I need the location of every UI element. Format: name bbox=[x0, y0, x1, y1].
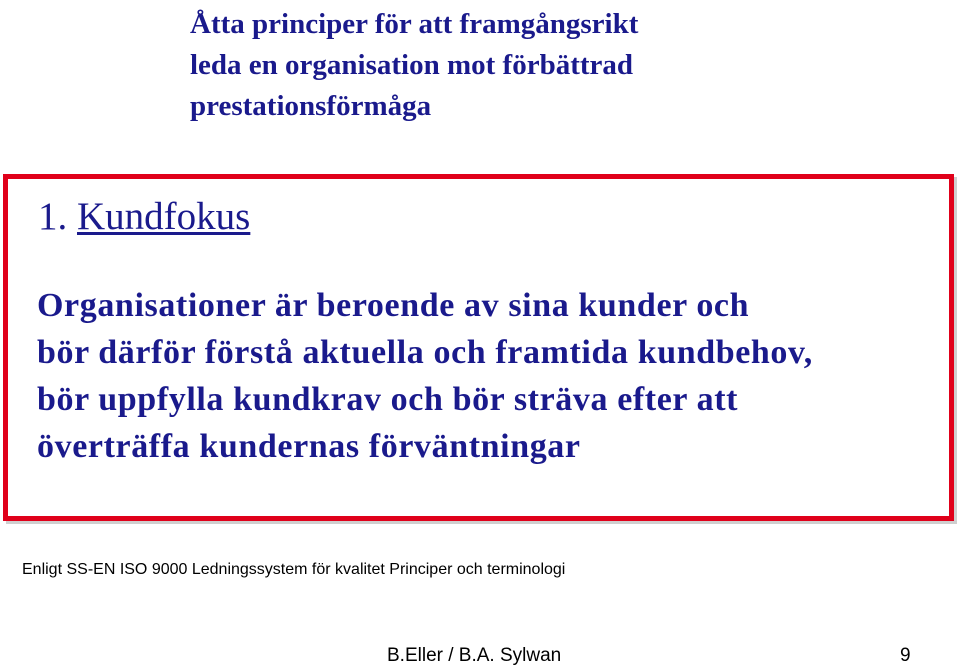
slide-title-line: Åtta principer för att framgångsrikt bbox=[190, 8, 639, 40]
principle-description bbox=[37, 282, 813, 470]
slide-title-line: prestationsförmåga bbox=[190, 90, 432, 122]
principle-heading bbox=[38, 193, 250, 241]
principle-label: Kundfokus bbox=[77, 195, 251, 238]
page-number: 9 bbox=[900, 645, 911, 666]
principle-box bbox=[3, 174, 954, 521]
footer-authors: B.Eller / B.A. Sylwan bbox=[387, 645, 562, 666]
principle-description-line: bör därför förstå aktuella och framtida kundbehov, bbox=[37, 334, 813, 371]
principle-number: 1. bbox=[38, 195, 68, 238]
slide-title bbox=[190, 4, 638, 127]
principle-description-line: bör uppfylla kundkrav och bör sträva efter att bbox=[37, 381, 739, 418]
slide-title-line: leda en organisation mot förbättrad bbox=[190, 49, 634, 81]
principle-description-line: Organisationer är beroende av sina kunder och bbox=[37, 287, 750, 324]
principle-description-line: överträffa kundernas förväntningar bbox=[37, 428, 581, 465]
source-reference: Enligt SS-EN ISO 9000 Ledningssystem för kvalitet Principer och terminologi bbox=[22, 561, 566, 578]
